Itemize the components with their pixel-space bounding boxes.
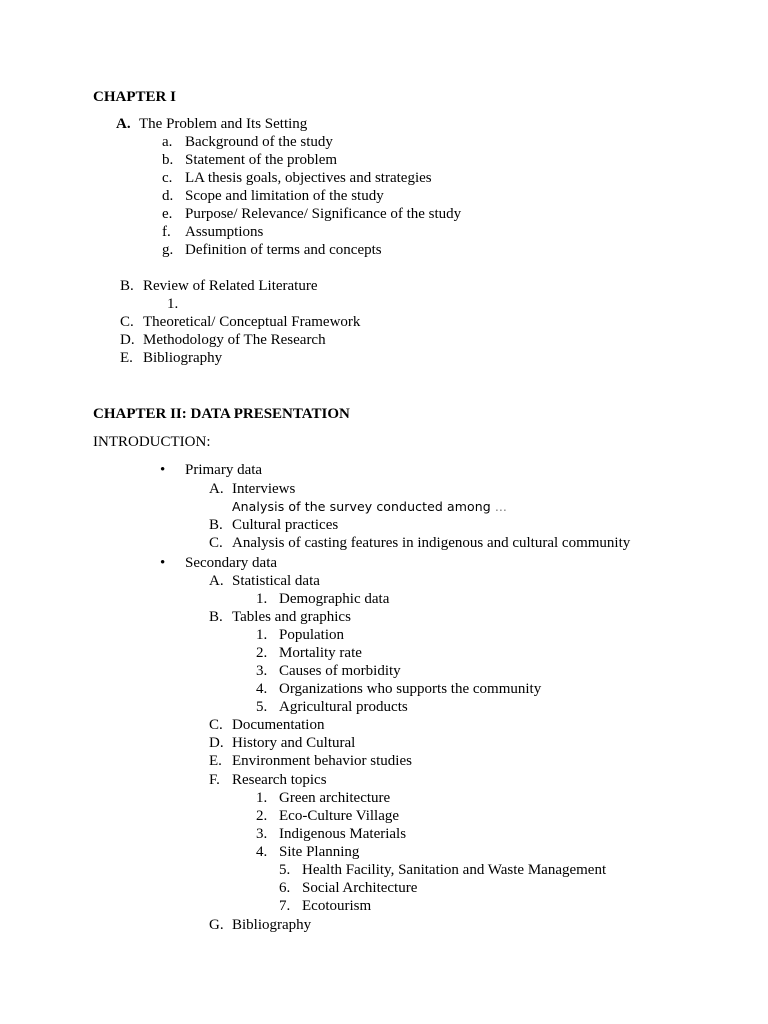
list-item-marker: E. — [209, 753, 222, 769]
list-item-marker: D. — [209, 735, 224, 751]
list-item: Mortality rate — [279, 645, 362, 661]
list-item-marker: c. — [162, 170, 173, 186]
list-item: Site Planning — [279, 844, 360, 860]
list-item-marker: 5. — [279, 862, 291, 878]
list-item-marker: 2. — [256, 808, 268, 824]
section-b-marker: B. — [120, 278, 134, 294]
list-item-marker: f. — [162, 224, 171, 240]
secondary-data-title: Secondary data — [185, 555, 278, 571]
list-item-marker: 5. — [256, 699, 268, 715]
list-item-marker: 3. — [256, 663, 268, 679]
list-item-marker: 1. — [256, 591, 268, 607]
list-item-marker: C. — [209, 717, 223, 733]
list-item-marker: 3. — [256, 826, 268, 842]
list-item: Background of the study — [185, 134, 333, 150]
introduction-label: INTRODUCTION: — [93, 434, 211, 450]
list-item-marker: F. — [209, 772, 220, 788]
list-item-marker: d. — [162, 188, 174, 204]
section-title: Methodology of The Research — [143, 332, 326, 348]
list-item-marker: e. — [162, 206, 173, 222]
list-item-marker: g. — [162, 242, 174, 258]
list-item: Scope and limitation of the study — [185, 188, 384, 204]
list-item: Agricultural products — [279, 699, 408, 715]
list-item: Cultural practices — [232, 517, 339, 533]
list-item: Documentation — [232, 717, 325, 733]
bullet-icon: • — [160, 462, 166, 478]
section-b-title: Review of Related Literature — [143, 278, 318, 294]
list-item-marker: 4. — [256, 844, 268, 860]
list-item: Assumptions — [185, 224, 264, 240]
list-item: Tables and graphics — [232, 609, 351, 625]
list-item: Health Facility, Sanitation and Waste Management — [302, 862, 607, 878]
list-item: Definition of terms and concepts — [185, 242, 382, 258]
list-item: Environment behavior studies — [232, 753, 412, 769]
list-item: Purpose/ Relevance/ Significance of the study — [185, 206, 462, 222]
section-b-sub-marker: 1. — [167, 296, 179, 312]
list-item: Ecotourism — [302, 898, 372, 914]
list-item-marker: A. — [209, 573, 224, 589]
survey-note — [232, 498, 507, 516]
section-title: Theoretical/ Conceptual Framework — [143, 314, 361, 330]
list-item-marker: 1. — [256, 790, 268, 806]
list-item: Bibliography — [232, 917, 312, 933]
chapter-1-heading: CHAPTER I — [93, 89, 176, 105]
section-marker: C. — [120, 314, 134, 330]
section-marker: E. — [120, 350, 133, 366]
list-item: Analysis of casting features in indigenous and cultural community — [232, 535, 631, 551]
list-item-marker: b. — [162, 152, 174, 168]
primary-data-title: Primary data — [185, 462, 263, 478]
chapter-2-heading: CHAPTER II: DATA PRESENTATION — [93, 406, 350, 422]
list-item: History and Cultural — [232, 735, 356, 751]
ellipsis-mark: … — [494, 500, 508, 514]
list-item: Population — [279, 627, 345, 643]
survey-note-text: Analysis of the survey conducted among — [232, 499, 491, 514]
bullet-icon: • — [160, 555, 166, 571]
list-item: Statement of the problem — [185, 152, 338, 168]
list-item-marker: 2. — [256, 645, 268, 661]
list-item-marker: 4. — [256, 681, 268, 697]
list-item: Causes of morbidity — [279, 663, 401, 679]
list-item-marker: a. — [162, 134, 173, 150]
list-item-marker: 6. — [279, 880, 291, 896]
list-item-marker: A. — [209, 481, 224, 497]
section-a-marker: A. — [116, 116, 131, 132]
list-item-marker: 7. — [279, 898, 291, 914]
list-item-marker: B. — [209, 517, 223, 533]
list-item: Indigenous Materials — [279, 826, 407, 842]
list-item: LA thesis goals, objectives and strategies — [185, 170, 432, 186]
list-item: Social Architecture — [302, 880, 418, 896]
section-marker: D. — [120, 332, 135, 348]
section-a-title: The Problem and Its Setting — [139, 116, 308, 132]
list-item-marker: B. — [209, 609, 223, 625]
section-title: Bibliography — [143, 350, 223, 366]
list-item: Organizations who supports the community — [279, 681, 542, 697]
list-item: Eco-Culture Village — [279, 808, 400, 824]
list-item-marker: 1. — [256, 627, 268, 643]
list-item: Green architecture — [279, 790, 391, 806]
list-item-marker: G. — [209, 917, 224, 933]
list-item-marker: C. — [209, 535, 223, 551]
list-item: Statistical data — [232, 573, 320, 589]
list-item: Interviews — [232, 481, 296, 497]
list-item: Research topics — [232, 772, 327, 788]
list-item: Demographic data — [279, 591, 390, 607]
